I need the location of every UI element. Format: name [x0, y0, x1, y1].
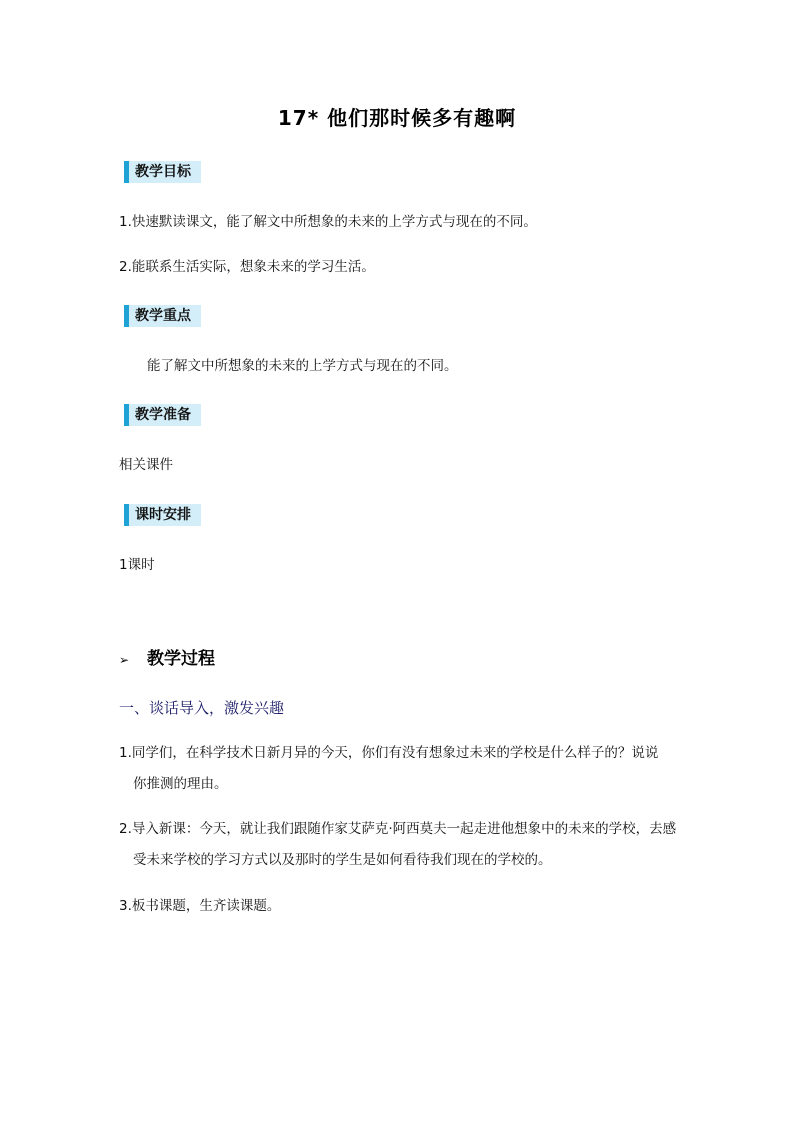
step-1-line-2: 你推测的理由。	[133, 776, 228, 792]
section-tag-goals: 教学目标	[124, 161, 201, 183]
step-1-line-1: 1.同学们，在科学技术日新月异的今天，你们有没有想象过未来的学校是什么样子的？说说	[119, 745, 659, 761]
section-tag-schedule: 课时安排	[124, 504, 201, 526]
schedule-text: 1课时	[119, 557, 155, 573]
goal-item-1: 1.快速默读课文，能了解文中所想象的未来的上学方式与现在的不同。	[119, 214, 537, 230]
part1-title: 一、谈话导入，激发兴趣	[119, 699, 285, 717]
key-points-text: 能了解文中所想象的未来的上学方式与现在的不同。	[147, 358, 458, 374]
step-2-line-2: 受未来学校的学习方式以及那时的学生是如何看待我们现在的学校的。	[133, 852, 552, 868]
section-tag-key-points: 教学重点	[124, 305, 201, 327]
preparation-text: 相关课件	[119, 457, 173, 473]
arrow-right-icon: ➢	[119, 653, 130, 667]
process-heading	[119, 647, 215, 672]
process-heading-label: 教学过程	[147, 649, 215, 669]
step-2-line-1: 2.导入新课：今天，就让我们跟随作家艾萨克·阿西莫夫一起走进他想象中的未来的学校，去感	[119, 821, 677, 837]
section-tag-preparation: 教学准备	[124, 404, 201, 426]
page-title: 17* 他们那时候多有趣啊	[277, 106, 517, 130]
goal-item-2: 2.能联系生活实际，想象未来的学习生活。	[119, 259, 375, 275]
step-3-line-1: 3.板书课题，生齐读课题。	[119, 898, 281, 914]
